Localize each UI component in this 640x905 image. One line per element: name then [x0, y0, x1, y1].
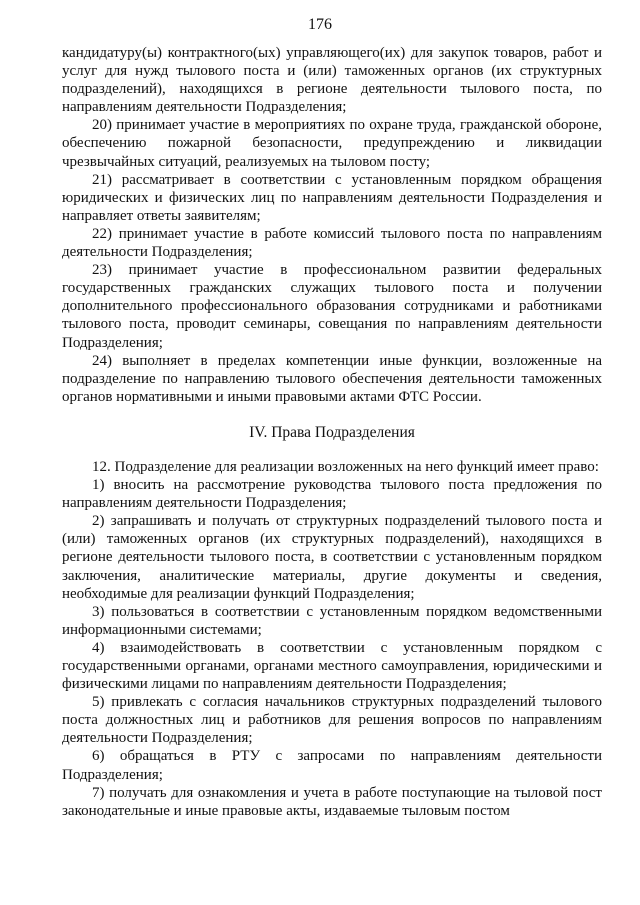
paragraph-right-6: 6) обращаться в РТУ с запросами по направлениям деятельности Подразделения; — [62, 748, 602, 783]
paragraph-item-20: 20) принимает участие в мероприятиях по охране труда, гражданской обороне, обеспечению пожарной безопасности, предупреждению и ликвидации чрезвычайных ситуаций, реализуемых на тыловом посту; — [62, 117, 602, 170]
paragraph-right-4: 4) взаимодействовать в соответствии с установленным порядком с государственными органами, органами местного самоуправления, юридическими и физическими лицами по направлениям деятельности Подразделения; — [62, 639, 602, 693]
paragraph-item-21: 21) рассматривает в соответствии с установленным порядком обращения юридических и физических лиц по направлениям деятельности Подразделения и направляет ответы заявителям; — [62, 171, 602, 224]
paragraph-continuation: кандидатуру(ы) контрактного(ых) управляющего(их) для закупок товаров, работ и услуг для нужд тылового поста и (или) таможенных органов (их структурных подразделений), находящихся в регионе деятельности тылового поста, по направлениям деятельности Подразделения; — [62, 45, 602, 116]
paragraph-right-3: 3) пользоваться в соответствии с установленным порядком ведомственными информационными системами; — [62, 603, 602, 638]
paragraph-item-23: 23) принимает участие в профессиональном развитии федеральных государственных гражданских служащих тылового поста и получении дополнительного профессионального образования сотрудниками и работниками тылового поста, проводит семинары, совещания по направлениям деятельности Подразделения; — [62, 262, 602, 351]
document-body — [62, 44, 602, 820]
paragraph-right-5: 5) привлекать с согласия начальников структурных подразделений тылового поста должностных лиц и работников для решения вопросов по направлениям деятельности Подразделения; — [62, 694, 602, 747]
section-title: IV. Права Подразделения — [249, 423, 415, 441]
paragraph-clause-12: 12. Подразделение для реализации возложенных на него функций имеет право: — [92, 458, 599, 475]
page-number: 176 — [308, 16, 332, 33]
paragraph-right-2: 2) запрашивать и получать от структурных подразделений тылового поста и (или) таможенных органов (их структурных подразделений), находящихся в регионе деятельности тылового поста, в соответствии с установленным порядком заключения, аналитические материалы, другие документы и сведения, необходимые для реализации функций Подразделения; — [62, 513, 602, 602]
paragraph-item-22: 22) принимает участие в работе комиссий тылового поста по направлениям деятельности Подразделения; — [62, 225, 602, 261]
paragraph-right-7: 7) получать для ознакомления и учета в работе поступающие на тыловой пост законодательные и иные правовые акты, издаваемые тыловым постом — [62, 784, 602, 819]
paragraph-right-1: 1) вносить на рассмотрение руководства тылового поста предложения по направлениям деятельности Подразделения; — [62, 477, 602, 512]
paragraph-item-24: 24) выполняет в пределах компетенции иные функции, возложенные на подразделение по направлению тылового обеспечения деятельности таможенных органов нормативными и иными правовыми актами ФТС России. — [62, 352, 602, 405]
